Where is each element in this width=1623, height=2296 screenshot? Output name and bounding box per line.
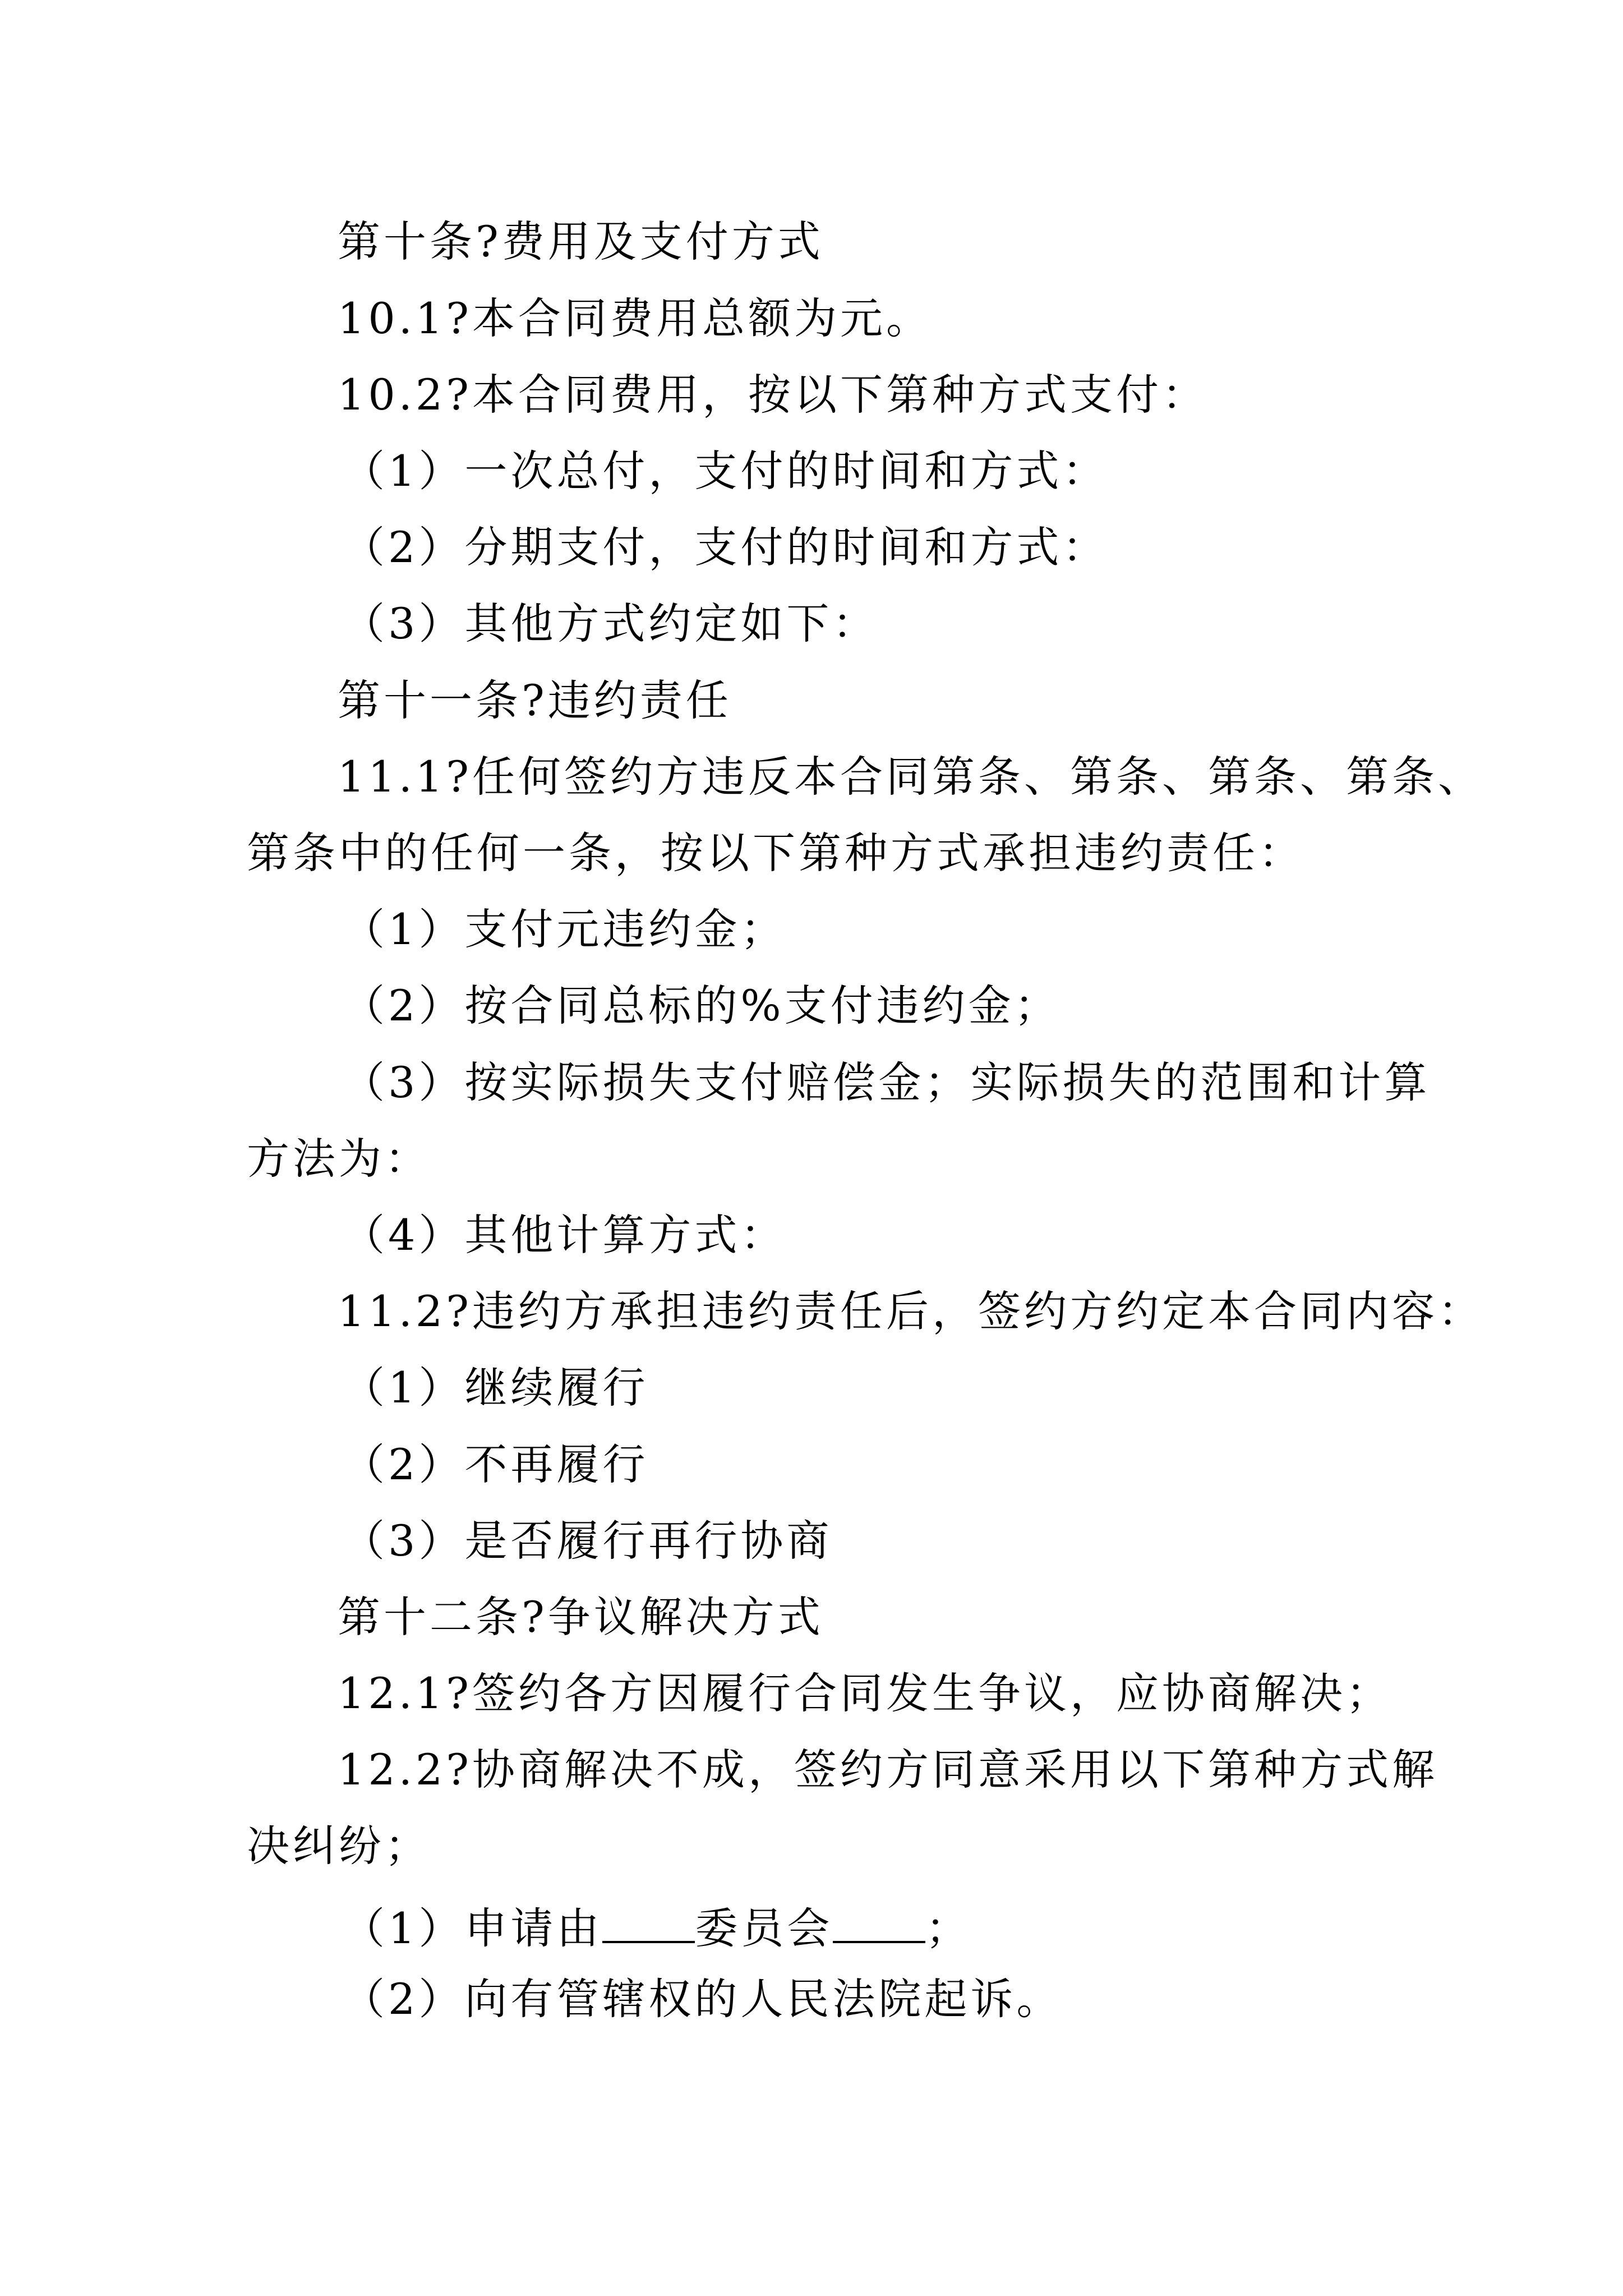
clause-11-1-continued: 第条中的任何一条，按以下第种方式承担违约责任：: [247, 828, 1304, 878]
clause-12-2: 12.2?协商解决不成，签约方同意采用以下第种方式解: [338, 1745, 1438, 1795]
clause-11-1: 11.1?任何签约方违反本合同第条、第条、第条、第条、: [338, 752, 1484, 802]
clause-10-2: 10.2?本合同费用，按以下第种方式支付：: [338, 370, 1208, 420]
dispute-option-1-committee: 委员会: [695, 1903, 833, 1953]
article-12-heading: 第十二条?争议解决方式: [338, 1592, 824, 1642]
dispute-option-1-prefix: （1）申请由: [342, 1903, 603, 1953]
performance-option-2: （2）不再履行: [342, 1439, 649, 1489]
article-11-heading: 第十一条?违约责任: [338, 675, 732, 725]
payment-option-1: （1）一次总付，支付的时间和方式：: [342, 446, 1109, 496]
liability-option-3: （3）按实际损失支付赔偿金；实际损失的范围和计算: [342, 1057, 1431, 1107]
liability-option-2: （2）按合同总标的%支付违约金；: [342, 981, 1061, 1030]
performance-option-1: （1）继续履行: [342, 1363, 649, 1412]
blank-field-suffix: [833, 1902, 925, 1943]
clause-10-1: 10.1?本合同费用总额为元。: [338, 293, 932, 343]
dispute-option-2: （2）向有管辖权的人民法院起诉。: [342, 1974, 1063, 2024]
liability-option-4: （4）其他计算方式：: [342, 1210, 787, 1260]
liability-option-3-continued: 方法为：: [247, 1134, 431, 1184]
article-10-heading: 第十条?费用及支付方式: [338, 217, 824, 266]
performance-option-3: （3）是否履行再行协商: [342, 1516, 833, 1566]
dispute-option-1-end: ；: [925, 1903, 972, 1953]
dispute-option-1: [342, 1902, 972, 1953]
liability-option-1: （1）支付元违约金；: [342, 904, 787, 954]
clause-12-2-continued: 决纠纷；: [247, 1821, 431, 1871]
clause-12-1: 12.1?签约各方因履行合同发生争议，应协商解决；: [338, 1668, 1392, 1718]
payment-option-2: （2）分期支付，支付的时间和方式：: [342, 522, 1109, 572]
blank-field-institution: [602, 1902, 695, 1943]
payment-option-3: （3）其他方式约定如下：: [342, 599, 879, 648]
clause-11-2: 11.2?违约方承担违约责任后，签约方约定本合同内容：: [338, 1286, 1484, 1336]
